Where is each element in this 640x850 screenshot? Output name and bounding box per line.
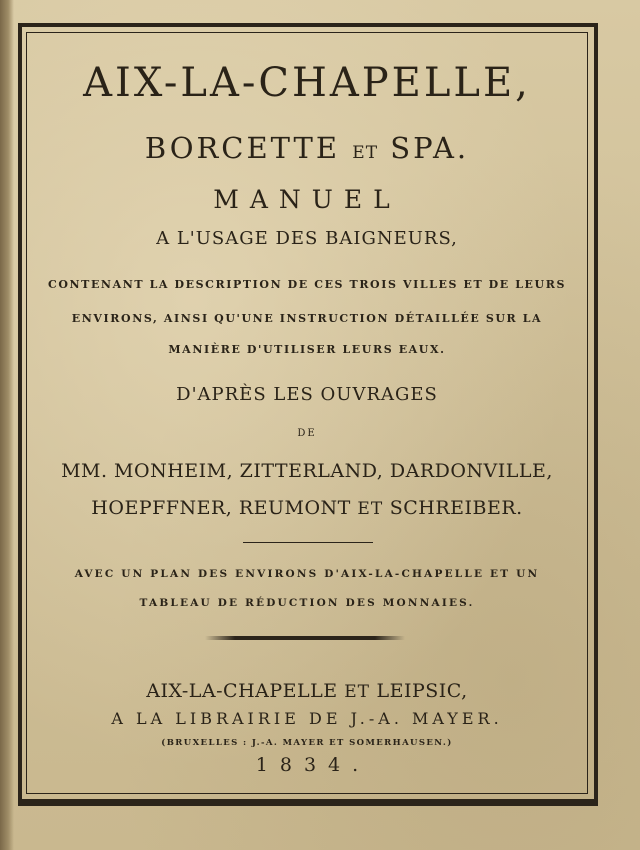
description-line-3: MANIÈRE D'UTILISER LEURS EAUX. (168, 343, 446, 356)
subtitle-conjunction: ET (352, 143, 379, 163)
imprint-branches: (BRUXELLES : J.-A. MAYER ET SOMERHAUSEN.) (161, 738, 453, 748)
authors-line-2-part-b: SCHREIBER. (389, 497, 523, 519)
book-title: AIX-LA-CHAPELLE, (83, 60, 531, 106)
book-spine-edge (0, 0, 14, 850)
subtitle-part-1: BORCETTE (144, 131, 341, 165)
imprint-conjunction: ET (344, 682, 370, 702)
book-subtitle (26, 128, 588, 173)
divider-rule-short (243, 542, 373, 543)
authors-line-2 (26, 494, 588, 523)
divider-rule-thick (205, 636, 405, 640)
imprint-city (26, 677, 588, 706)
authors-line-1: MM. MONHEIM, ZITTERLAND, DARDONVILLE, (61, 460, 553, 482)
de-line: DE (297, 428, 317, 439)
imprint-city-a: AIX-LA-CHAPELLE (146, 680, 338, 702)
imprint-publisher: A LA LIBRAIRIE DE J.-A. MAYER. (111, 709, 503, 728)
bottom-border-rule (18, 803, 598, 806)
authors-line-2-part-a: HOEPFFNER, REUMONT (91, 497, 351, 519)
description-line-1: CONTENANT LA DESCRIPTION DE CES TROIS VILLES ET DE LEURS (47, 278, 567, 291)
avec-line-1: AVEC UN PLAN DES ENVIRONS D'AIX-LA-CHAPELLE ET UN (74, 568, 540, 580)
publication-year: 1834. (255, 754, 371, 776)
avec-line-2: TABLEAU DE RÉDUCTION DES MONNAIES. (139, 597, 475, 609)
authors-conjunction: ET (357, 499, 384, 519)
subtitle-part-2: SPA. (390, 131, 470, 165)
description-line-2: ENVIRONS, AINSI QU'UNE INSTRUCTION DÉTAILLÉE SUR LA (71, 312, 543, 325)
usage-line: A L'USAGE DES BAIGNEURS, (156, 228, 458, 249)
dapres-line: D'APRÈS LES OUVRAGES (176, 384, 438, 405)
imprint-city-b: LEIPSIC, (376, 680, 468, 702)
manuel-heading: MANUEL (213, 185, 401, 214)
